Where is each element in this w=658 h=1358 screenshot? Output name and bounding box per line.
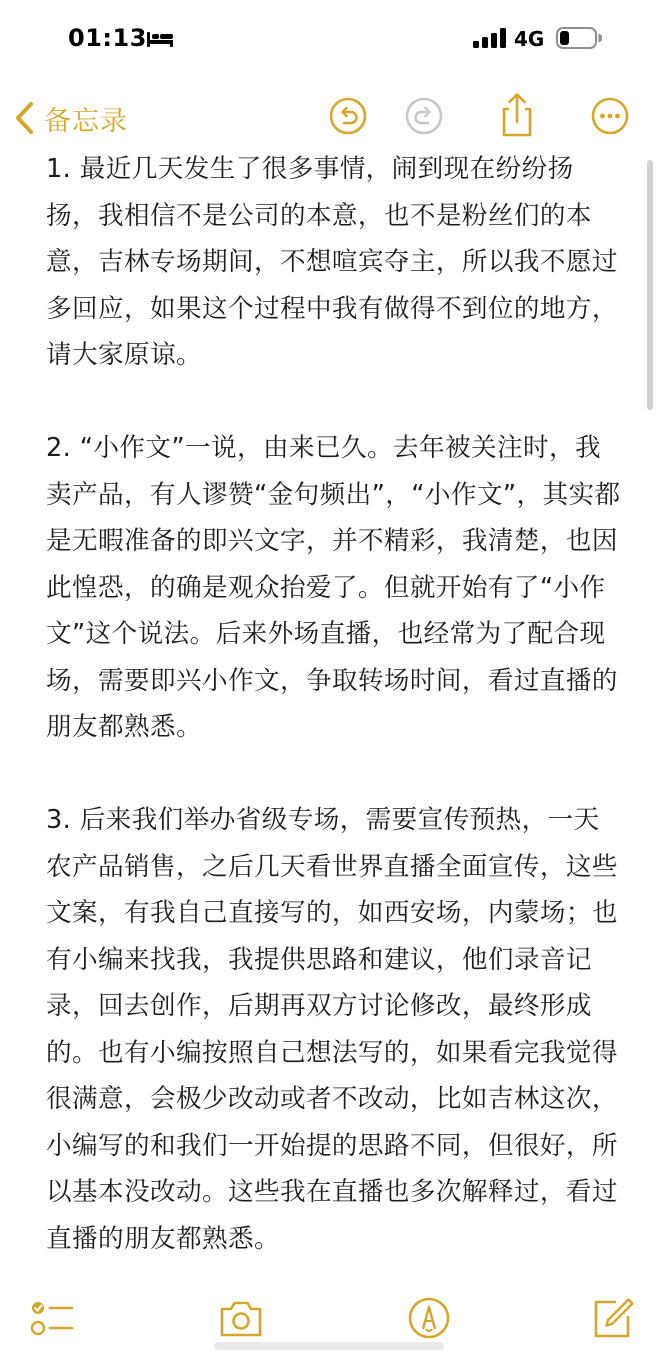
network-type-label: 4G — [514, 27, 545, 51]
nav-bar — [0, 90, 658, 146]
camera-icon[interactable] — [218, 1296, 264, 1340]
back-label: 备忘录 — [44, 105, 128, 137]
redo-icon[interactable] — [404, 96, 444, 136]
more-icon[interactable] — [590, 96, 630, 136]
note-paragraph-1[interactable]: 1. 最近几天发生了很多事情，闹到现在纷纷扬扬，我相信不是公司的本意，也不是粉丝们的本意，吉林专场期间，不想喧宾夺主，所以我不愿过多回应，如果这个过程中我有做得不到位的地方，请大家原谅。 — [46, 154, 618, 370]
note-paragraph-2[interactable]: 2. “小作文”一说，由来已久。去年被关注时，我卖产品，有人谬赞“金句频出”，“小作文”，其实都是无暇准备的即兴文字，并不精彩，我清楚，也因此惶恐，的确是观众抬爱了。但就开始有了“小作文”这个说法。后来外场直播，也经常为了配合现场，需要即兴小作文，争取转场时间，看过直播的朋友都熟悉。 — [46, 433, 621, 742]
scroll-indicator[interactable] — [647, 160, 653, 410]
battery-icon — [556, 27, 602, 49]
note-body[interactable] — [46, 146, 621, 1262]
bed-icon — [146, 30, 174, 48]
share-icon[interactable] — [496, 92, 538, 138]
back-button[interactable] — [14, 96, 128, 140]
home-indicator — [214, 1342, 444, 1350]
status-bar — [0, 0, 658, 78]
status-time: 01:13 — [68, 24, 147, 52]
compose-icon[interactable] — [590, 1296, 636, 1340]
chevron-left-icon — [14, 101, 36, 135]
undo-icon[interactable] — [328, 96, 368, 136]
cellular-signal-icon — [472, 28, 506, 48]
markup-pen-icon[interactable] — [406, 1296, 452, 1340]
paragraph-spacer — [46, 379, 621, 426]
paragraph-spacer — [46, 751, 621, 798]
checklist-icon[interactable] — [28, 1296, 74, 1340]
note-paragraph-3[interactable]: 3. 后来我们举办省级专场，需要宣传预热，一天农产品销售，之后几天看世界直播全面宣传，这些文案，有我自己直接写的，如西安场，内蒙场；也有小编来找我，我提供思路和建议，他们录音记录，回去创作，后期再双方讨论修改，最终形成的。也有小编按照自己想法写的，如果看完我觉得很满意，会极少改动或者不改动，比如吉林这次，小编写的和我们一开始提的思路不同，但很好，所以基本没改动。这些我在直播也多次解释过，看过直播的朋友都熟悉。 — [46, 805, 618, 1254]
